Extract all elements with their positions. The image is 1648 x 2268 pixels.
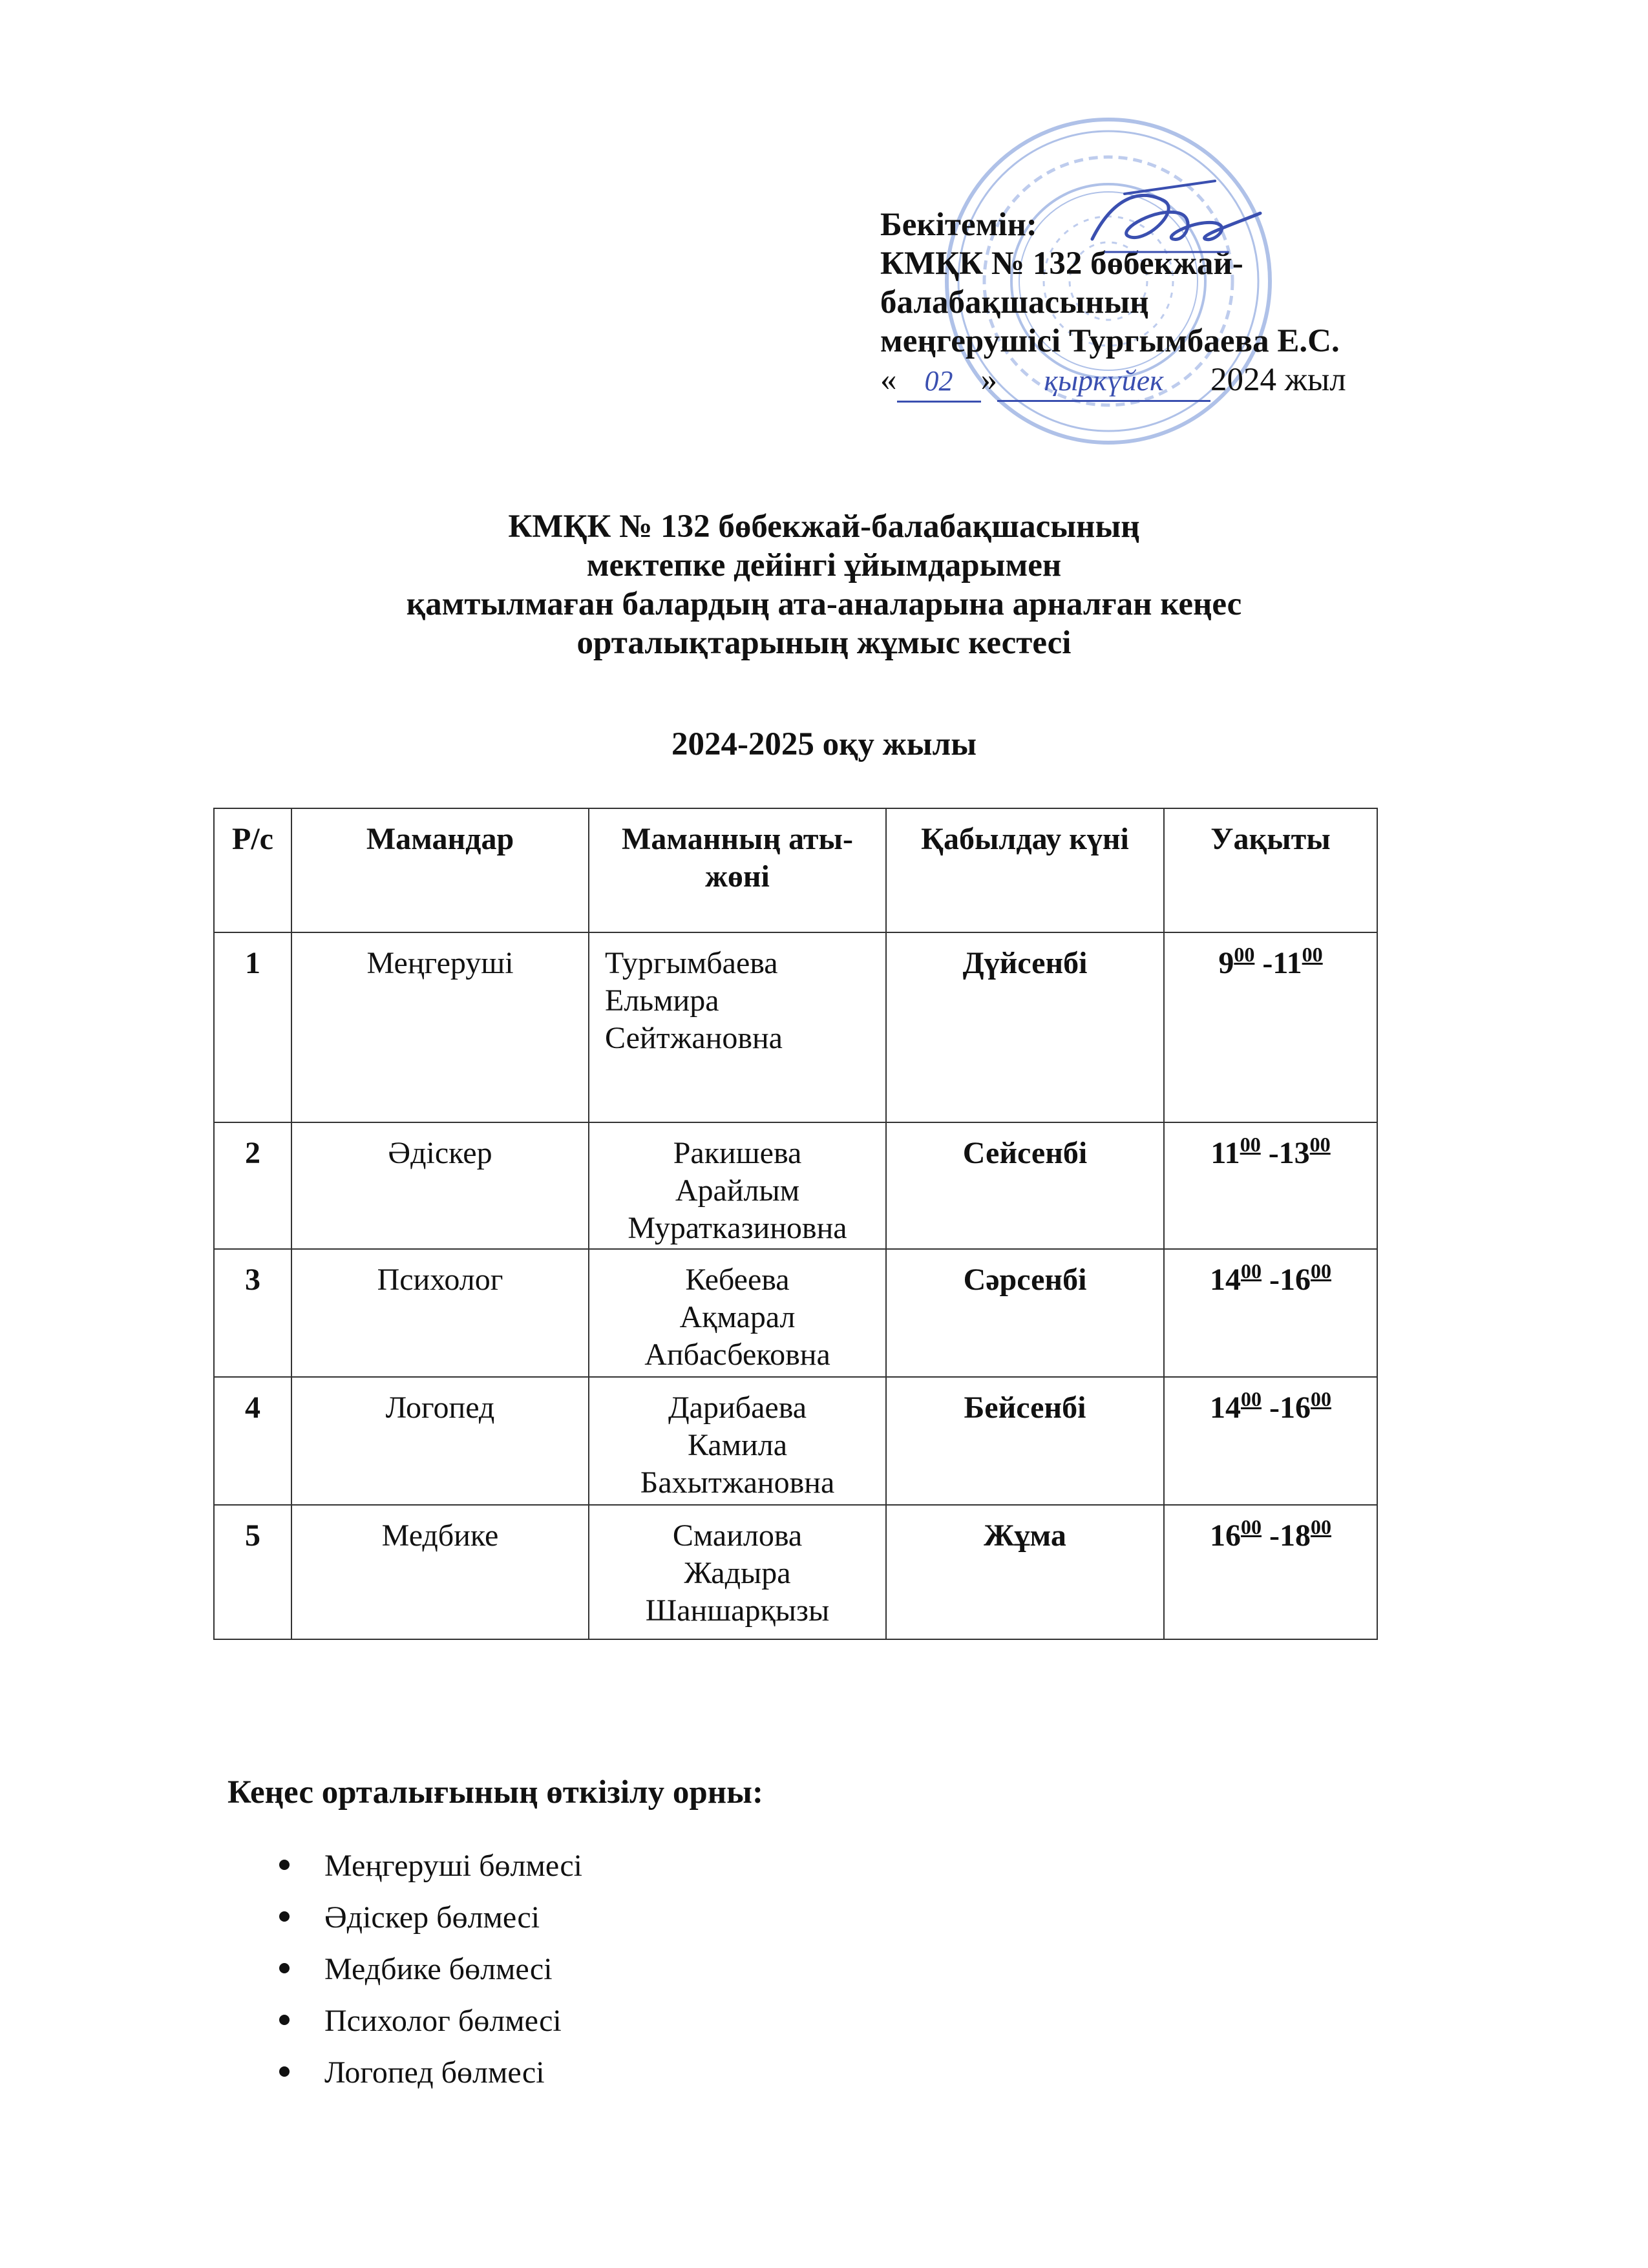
- row-full-name: [589, 1122, 886, 1249]
- approval-line-1: КМҚК № 132 бөбекжай-: [880, 246, 1243, 282]
- bullet-icon: [279, 2015, 290, 2025]
- bullet-icon: [279, 1860, 290, 1870]
- row-day: Бейсенбі: [886, 1377, 1164, 1505]
- row-surname: Смаилова: [672, 1518, 803, 1553]
- row-role: Меңгеруші: [291, 932, 589, 1122]
- table-row: [214, 932, 1377, 1122]
- places-list: [271, 1840, 582, 2099]
- row-given-name: Камила: [687, 1428, 787, 1462]
- row-role: Әдіскер: [291, 1122, 589, 1249]
- table-row: [214, 1249, 1377, 1377]
- row-given-name: Жадыра: [684, 1556, 791, 1590]
- row-full-name: [589, 932, 886, 1122]
- row-patronymic: Апбасбековна: [644, 1338, 830, 1372]
- title-line-3: қамтылмаған балардың ата-аналарына арналған кеңес: [406, 586, 1242, 622]
- date-open-quote: «: [880, 362, 897, 398]
- row-time: $16^{00}$ $-18^{00}$: [1164, 1505, 1377, 1639]
- row-role: Медбике: [291, 1505, 589, 1639]
- row-day: Сәрсенбі: [886, 1249, 1164, 1377]
- title-line-4: орталықтарының жұмыс кестесі: [576, 625, 1072, 661]
- row-surname: Дарибаева: [668, 1391, 807, 1425]
- document-title: [0, 507, 1648, 662]
- row-number: 3: [214, 1249, 291, 1377]
- academic-year: 2024-2025 оқу жылы: [671, 726, 977, 762]
- row-time: $11^{00}$ $-13^{00}$: [1164, 1122, 1377, 1249]
- row-day: Дүйсенбі: [886, 932, 1164, 1122]
- table-row: [214, 1505, 1377, 1639]
- row-number: 1: [214, 932, 291, 1122]
- row-number: 4: [214, 1377, 291, 1505]
- table-row: [214, 1122, 1377, 1249]
- row-time: $14^{00}$ $-16^{00}$: [1164, 1377, 1377, 1505]
- row-given-name: Арайлым: [675, 1173, 800, 1208]
- row-number: 5: [214, 1505, 291, 1639]
- title-line-1: КМҚК № 132 бөбекжай-балабақшасының: [508, 509, 1140, 545]
- approval-date: [880, 361, 1462, 403]
- row-time: $9^{00}$ $-11^{00}$: [1164, 932, 1377, 1122]
- row-full-name: [589, 1249, 886, 1377]
- row-day: Сейсенбі: [886, 1122, 1164, 1249]
- row-number: 2: [214, 1122, 291, 1249]
- header-specialists: Мамандар: [291, 808, 589, 932]
- date-year: 2024 жыл: [1210, 362, 1346, 398]
- date-month: қыркүйек: [997, 361, 1210, 402]
- row-surname: Кебеева: [685, 1263, 790, 1297]
- row-role: Логопед: [291, 1377, 589, 1505]
- row-surname: Ракишева: [673, 1136, 802, 1170]
- signature: [1066, 174, 1280, 271]
- header-time: Уақыты: [1164, 808, 1377, 932]
- table-header-row: [214, 808, 1377, 932]
- header-reception-day: Қабылдау күні: [886, 808, 1164, 932]
- row-patronymic: Сейтжановна: [605, 1021, 783, 1055]
- row-day: Жұма: [886, 1505, 1164, 1639]
- table-row: [214, 1377, 1377, 1505]
- row-time: $14^{00}$ $-16^{00}$: [1164, 1249, 1377, 1377]
- approval-line-3: меңгерушісі Тургымбаева Е.С.: [880, 323, 1340, 359]
- row-given-name: Ақмарал: [679, 1300, 796, 1334]
- title-line-2: мектепке дейінгі ұйымдарымен: [586, 547, 1062, 583]
- list-item: Логопед бөлмесі: [271, 2047, 582, 2099]
- row-patronymic: Бахытжановна: [640, 1465, 835, 1500]
- row-role: Психолог: [291, 1249, 589, 1377]
- schedule-table: [213, 808, 1378, 1640]
- approval-line-2: балабақшасының: [880, 284, 1149, 320]
- date-day: 02: [897, 362, 981, 403]
- row-full-name: [589, 1505, 886, 1639]
- list-item: Әдіскер бөлмесі: [271, 1892, 582, 1944]
- header-full-name: Маманның аты-жөні: [589, 808, 886, 932]
- row-full-name: [589, 1377, 886, 1505]
- row-surname: Тургымбаева: [605, 946, 778, 980]
- row-given-name: Ельмира: [605, 983, 719, 1018]
- bullet-icon: [279, 1911, 290, 1922]
- list-item: Психолог бөлмесі: [271, 1995, 582, 2047]
- date-close-quote: »: [980, 362, 997, 398]
- list-item: Меңгеруші бөлмесі: [271, 1840, 582, 1892]
- header-number: Р/с: [214, 808, 291, 932]
- bullet-icon: [279, 2066, 290, 2077]
- bullet-icon: [279, 1963, 290, 1973]
- places-heading: Кеңес орталығының өткізілу орны:: [227, 1774, 763, 1811]
- approval-heading: Бекітемін:: [880, 207, 1037, 243]
- row-patronymic: Шаншарқызы: [645, 1593, 830, 1628]
- row-patronymic: Мураткaзиновна: [628, 1211, 847, 1245]
- list-item: Медбике бөлмесі: [271, 1944, 582, 1995]
